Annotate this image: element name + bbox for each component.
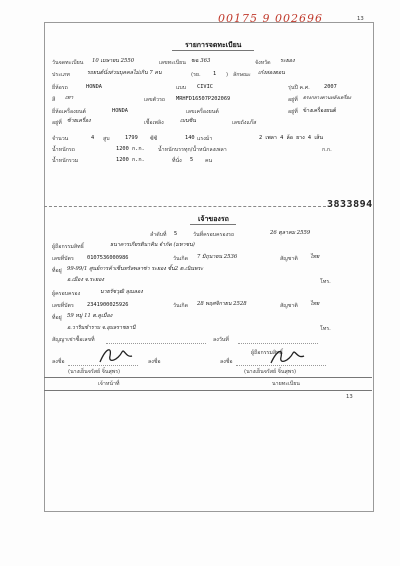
signature-mark-2 [268, 345, 308, 367]
hp-unit: แรงม้า [197, 136, 213, 142]
owner-title-underline [190, 224, 236, 225]
sig1-label: ลงชื่อ [52, 359, 65, 365]
signer1-name: (นางเย็นจรัสย์ จิ๋นสุพร) [68, 369, 121, 375]
cc-unit: ซีซี [150, 136, 158, 142]
model-year-value: 2007 [324, 84, 337, 90]
owner-address-value: 99-99/1 ศูนย์การค้าเซ็นทรัลพลาซ่า ระยอง ชั้น2 ต.เนินพระ [67, 266, 204, 272]
color-label: สี [52, 97, 56, 103]
possession-date-value: 26 ตุลาคม 2559 [270, 230, 311, 236]
holder-birth-label: วันเกิด [173, 303, 189, 309]
possession-date-label: วันที่ครอบครองรถ [193, 232, 235, 238]
model-value: CIVIC [197, 84, 213, 90]
reg-date-label: วันจดทะเบียน [52, 60, 84, 66]
holder-address-label: ที่อยู่ [52, 315, 62, 321]
engine-pos-value: ซ้ายเครื่อง [67, 118, 91, 124]
engine-loc-value: ข้างเครื่องยนต์ [303, 108, 337, 114]
model-year-label: รุ่นปี ค.ศ. [288, 85, 310, 91]
holder-nationality-label: สัญชาติ [280, 303, 298, 309]
title-underline [172, 50, 254, 51]
fuel-value: เบนซิน [180, 118, 197, 124]
chassis-value: MRHFD16507P202069 [176, 96, 231, 102]
page-number-top: 13 [357, 16, 364, 22]
load-unit: ก.ก. [322, 147, 332, 153]
signature-rule-top [44, 377, 372, 378]
type-label: ประเภท [52, 72, 70, 78]
seats-label: ที่นั่ง [172, 158, 182, 164]
holder-sig-label: ผู้ถือกรรมสิทธิ์ [251, 350, 283, 356]
owner-id-value: 0107536000986 [87, 255, 129, 261]
holder-id-label: เลขที่บัตร [52, 303, 74, 309]
contract-date-line [238, 343, 318, 344]
order-label: ลำดับที่ [150, 232, 167, 238]
page-number-bottom: 13 [346, 394, 353, 400]
holder-address-line2: อ.วารินชำราบ จ.อุบลราชธานี [67, 325, 136, 331]
stamp-number: 3833894 [327, 199, 373, 210]
holder-id-value: 2341900025926 [87, 302, 129, 308]
holder-birth-value: 28 พฤศจิกายน 2528 [197, 301, 247, 307]
cc-value: 1799 [125, 135, 138, 141]
holder-tel-label: โทร. [320, 326, 331, 332]
color-value: เทา [65, 95, 74, 101]
owner-value: ธนาคารเกียรตินาคิน จำกัด (มหาชน) [110, 242, 195, 248]
sig2-label: ลงชื่อ [220, 359, 233, 365]
owner-section-title: เจ้าของรถ [198, 215, 229, 223]
holder-address-value: 59 หมู่ 11 ต.คูเมือง [67, 313, 113, 319]
engine-brand-label: ยี่ห้อเครื่องยนต์ [52, 109, 86, 115]
province-label: จังหวัด [255, 60, 271, 66]
cylinders-value: 4 [91, 135, 95, 141]
owner-nationality-value: ไทย [310, 254, 320, 260]
gross-label: น้ำหนักรวม [52, 158, 79, 164]
reg-date-value: 10 เมษายน 2550 [92, 58, 135, 64]
brand-label: ยี่ห้อรถ [52, 85, 68, 91]
weight-label: น้ำหนักรถ [52, 147, 75, 153]
contract-no-label: สัญญาเช่าซื้อเลขที่ [52, 337, 95, 343]
owner-id-label: เลขที่บัตร [52, 256, 74, 262]
seats-value: 5 [190, 157, 194, 163]
signer1-role: เจ้าหน้าที่ [98, 381, 120, 387]
owner-birth-value: 7 มิถุนายน 2536 [197, 254, 238, 260]
signature-mark-1 [96, 344, 136, 366]
signer2-role: นายทะเบียน [272, 381, 300, 387]
gross-value: 1200 ก.ก. [116, 157, 145, 163]
province-value: ระยอง [280, 58, 295, 64]
registration-title: รายการจดทะเบียน [185, 41, 242, 49]
load-label: น้ำหนักบรรทุก/น้ำหนักลงเพลา [158, 147, 227, 153]
engine-no-label: เลขเครื่องยนต์ [186, 109, 219, 115]
engine-loc-label: อยู่ที่ [288, 109, 298, 115]
style-value: เก๋งสองตอน [258, 70, 285, 76]
signer2-name: (นางเย็นจรัสย์ จิ๋นสุพร) [244, 369, 297, 375]
document-serial-number: 00175 9 002696 [218, 12, 323, 25]
rs-close: ) [226, 72, 229, 78]
holder-label: ผู้ครอบครอง [52, 291, 81, 297]
engine-brand-value: HONDA [112, 108, 128, 114]
cylinders-unit: สูบ [103, 136, 110, 142]
axles-value: 2 เพลา 4 ล้อ ยาง 4 เส้น [259, 135, 323, 141]
contract-date-label: ลงวันที่ [213, 337, 229, 343]
chassis-loc-value: ตรงกลางคานหลังเครื่อง [303, 96, 352, 101]
seats-unit: คน [205, 158, 213, 164]
owner-tel-label: โทร. [320, 279, 331, 285]
rs-value: 1 [213, 71, 217, 77]
engine-pos-label: อยู่ที่ [52, 120, 62, 126]
owner-address-line2: อ.เมือง จ.ระยอง [67, 277, 104, 283]
type-value: รถยนต์นั่งส่วนบุคคลไม่เกิน 7 คน [87, 70, 162, 76]
section-divider [44, 206, 326, 207]
owner-address-label: ที่อยู่ [52, 268, 62, 274]
style-label: ลักษณะ [233, 72, 251, 78]
plate-value: ฆฉ 363 [191, 58, 211, 64]
order-value: 5 [174, 231, 178, 237]
brand-value: HONDA [86, 84, 102, 90]
chassis-label: เลขตัวรถ [144, 97, 166, 103]
weight-value: 1200 ก.ก. [116, 146, 145, 152]
rs-label: (รย. [191, 72, 201, 78]
hp-value: 140 [185, 135, 195, 141]
chassis-loc-label: อยู่ที่ [288, 97, 298, 103]
owner-birth-label: วันเกิด [173, 256, 189, 262]
model-label: แบบ [176, 85, 187, 91]
signature-rule-bottom [44, 390, 372, 391]
holder-nationality-value: ไทย [310, 301, 320, 307]
owner-label: ผู้ถือกรรมสิทธิ์ [52, 244, 84, 250]
owner-nationality-label: สัญชาติ [280, 256, 298, 262]
plate-label: เลขทะเบียน [159, 60, 186, 66]
cylinders-label: จำนวน [52, 136, 69, 142]
tank-label: เลขถังแก๊ส [232, 120, 257, 126]
fuel-label: เชื้อเพลิง [144, 120, 164, 126]
sig1-label-right: ลงชื่อ [148, 359, 161, 365]
holder-value: นายรัชวุฒิ ลุณลอง [100, 289, 143, 295]
